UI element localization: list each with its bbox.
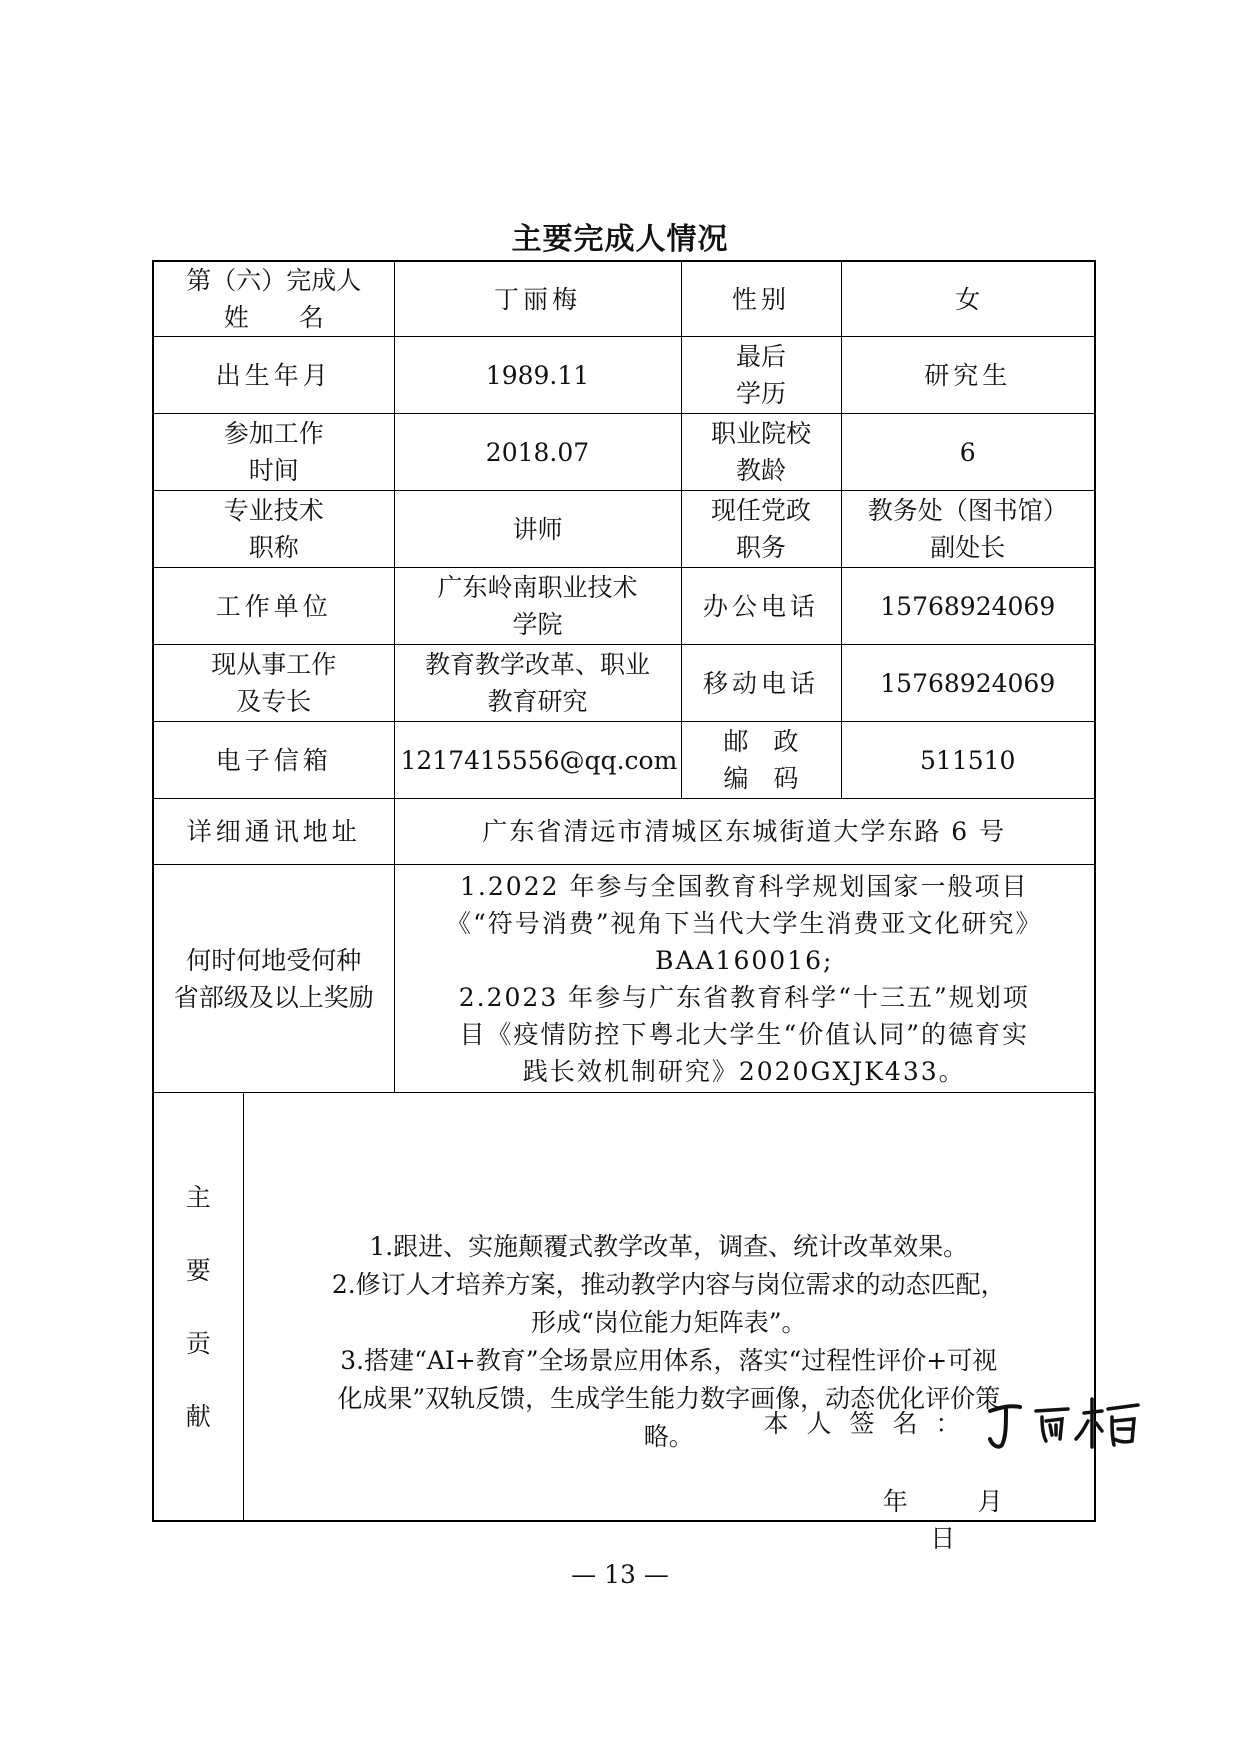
address-value: 广东省清远市清城区东城街道大学东路 6 号 [394, 799, 1095, 865]
contribution-line: 1.跟进、实施颠覆式教学改革，调查、统计改革效果。 [369, 1231, 969, 1261]
work-time-label-cell [153, 414, 394, 491]
contribution-line: 化成果”双轨反馈，生成学生能力数字画像，动态优化评价策 [337, 1383, 1001, 1413]
prof-title-label-line1: 专业技术 [223, 496, 324, 525]
zip-value: 511510 [841, 722, 1095, 799]
prof-title-label-cell [153, 491, 394, 568]
award-label-line1: 何时何地受何种 [186, 945, 362, 975]
award-line: 2.2023 年参与广东省教育科学“十三五”规划项 [458, 982, 1030, 1012]
edu-label-line1: 最后 [735, 342, 786, 371]
row-awards [153, 865, 1095, 1093]
work-time-value: 2018.07 [394, 414, 681, 491]
date-month: 月 [977, 1487, 1003, 1516]
work-value-line2: 教育研究 [487, 687, 588, 716]
birth-label: 出生年月 [153, 337, 394, 414]
office-phone-label: 办公电话 [681, 568, 841, 645]
award-line: 1.2022 年参与全国教育科学规划国家一般项目 [460, 871, 1029, 901]
teach-age-value: 6 [841, 414, 1095, 491]
awards-value-cell [394, 865, 1095, 1093]
row-address [153, 799, 1095, 865]
award-line: 目《疫情防控下粤北大学生“价值认同”的德育实 [459, 1019, 1030, 1049]
name-value: 丁丽梅 [394, 261, 681, 337]
contribution-content-cell [243, 1093, 1094, 1553]
award-label-line2: 省部级及以上奖励 [173, 982, 374, 1012]
birth-value: 1989.11 [394, 337, 681, 414]
prof-title-label-line2: 职称 [248, 533, 299, 562]
award-line: 《“符号消费”视角下当代大学生消费亚文化研究》 [445, 908, 1043, 938]
edu-label-cell [681, 337, 841, 414]
work-value-line1: 教育教学改革、职业 [424, 650, 650, 679]
date-day: 日 [930, 1524, 956, 1553]
contribution-line: 略。 [643, 1421, 694, 1451]
contribution-line: 形成“岗位能力矩阵表”。 [530, 1307, 807, 1337]
work-time-label-line1: 参加工作 [223, 419, 324, 448]
unit-label: 工作单位 [153, 568, 394, 645]
prof-title-value: 讲师 [394, 491, 681, 568]
contribution-label-char: 献 [185, 1401, 211, 1431]
row-birth [153, 337, 1095, 414]
work-time-label-line2: 时间 [248, 456, 299, 485]
post-label-cell [681, 491, 841, 568]
row-name [153, 261, 1095, 337]
unit-value-line2: 学院 [512, 610, 563, 639]
award-line: BAA160016; [655, 945, 834, 975]
gender-value: 女 [841, 261, 1095, 337]
date-year: 年 [882, 1487, 908, 1516]
mobile-label: 移动电话 [681, 645, 841, 722]
page-number: — 13 — [571, 1560, 669, 1589]
teach-age-label-line2: 教龄 [735, 456, 786, 485]
email-label: 电子信箱 [153, 722, 394, 799]
row-work-time [153, 414, 1095, 491]
contribution-line: 2.修订人才培养方案，推动教学内容与岗位需求的动态匹配， [331, 1269, 1006, 1299]
row-prof-title [153, 491, 1095, 568]
office-phone-value: 15768924069 [841, 568, 1095, 645]
person-label-line2: 姓 名 [223, 303, 324, 332]
education-value: 研究生 [841, 337, 1095, 414]
handwritten-signature [984, 1391, 1154, 1453]
person-label-cell [153, 261, 394, 337]
row-work [153, 645, 1095, 722]
work-value-cell [394, 645, 681, 722]
contribution-label-cell [154, 1093, 243, 1520]
zip-label-line2: 编 码 [723, 764, 799, 793]
edu-label-line2: 学历 [735, 379, 786, 408]
contribution-wrapper [153, 1093, 1095, 1553]
contribution-line: 3.搭建“AI+教育”全场景应用体系，落实“过程性评价+可视 [340, 1345, 998, 1375]
mobile-value: 15768924069 [841, 645, 1095, 722]
zip-label-cell [681, 722, 841, 799]
address-label: 详细通讯地址 [153, 799, 394, 865]
row-contribution [153, 1093, 1095, 1522]
award-label-cell [153, 865, 394, 1093]
work-label-line1: 现从事工作 [211, 650, 337, 679]
zip-label-line1: 邮 政 [723, 727, 799, 756]
date-row [854, 1483, 1095, 1557]
teach-age-label-cell [681, 414, 841, 491]
unit-value-line1: 广东岭南职业技术 [437, 573, 638, 602]
contribution-label-char: 主 [185, 1182, 211, 1212]
page-title: 主要完成人情况 [511, 222, 729, 257]
unit-value-cell [394, 568, 681, 645]
work-label-cell [153, 645, 394, 722]
personnel-form-table [152, 260, 1096, 1553]
row-unit [153, 568, 1095, 645]
work-label-line2: 及专长 [236, 687, 312, 716]
post-value-line1: 教务处（图书馆） [867, 496, 1068, 525]
teach-age-label-line1: 职业院校 [710, 419, 811, 448]
email-value: 1217415556@qq.com [394, 722, 681, 799]
contribution-label-char: 贡 [185, 1328, 211, 1358]
row-email [153, 722, 1095, 799]
post-value-line2: 副处长 [930, 533, 1006, 562]
post-label-line1: 现任党政 [710, 496, 811, 525]
contribution-label-char: 要 [185, 1255, 211, 1285]
post-label-line2: 职务 [735, 533, 786, 562]
gender-label: 性别 [681, 261, 841, 337]
person-label-line1: 第（六）完成人 [186, 266, 362, 295]
signature-label: 本人签名： [763, 1409, 979, 1438]
post-value-cell [841, 491, 1095, 568]
award-line: 践长效机制研究》2020GXJK433。 [522, 1056, 966, 1086]
